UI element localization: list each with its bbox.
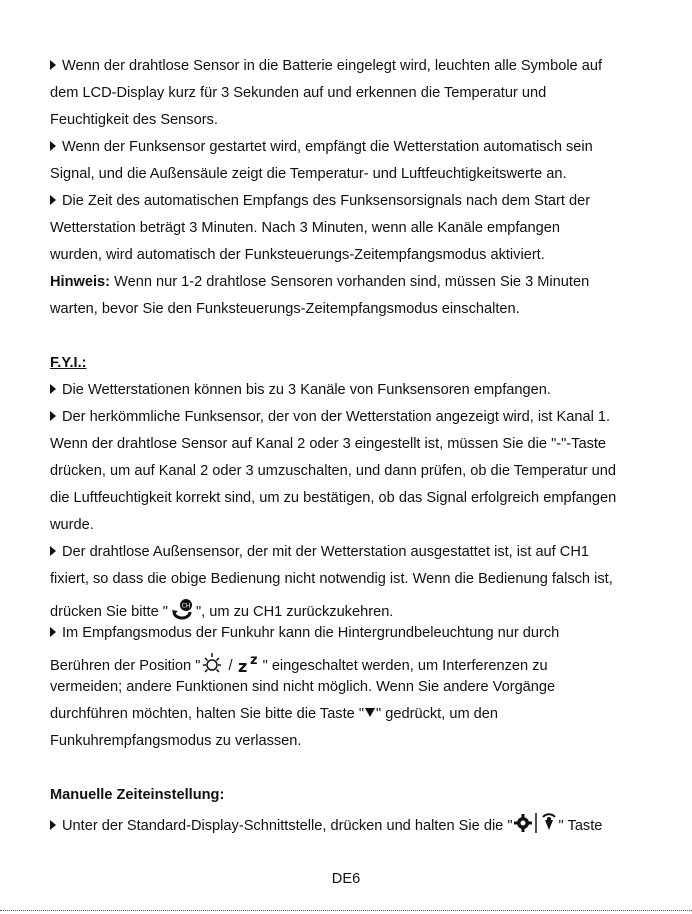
radio-tower-icon bbox=[539, 813, 559, 839]
p2-line-1: Wenn der Funksensor gestartet wird, empfängt die Wetterstation automatisch sein bbox=[50, 137, 593, 157]
note-line-2: warten, bevor Sie den Funksteuerungs-Zeitempfangsmodus einschalten. bbox=[50, 301, 520, 317]
light-icon bbox=[200, 652, 224, 680]
p2-line-2: Signal, und die Außensäule zeigt die Temperatur- und Luftfeuchtigkeitswerte an. bbox=[50, 166, 567, 182]
bullet-icon bbox=[50, 195, 56, 205]
page-number: DE6 bbox=[331, 871, 361, 887]
p1-line-3: Feuchtigkeit des Sensors. bbox=[50, 112, 218, 128]
f1-line-1: Die Wetterstationen können bis zu 3 Kanäle von Funksensoren empfangen. bbox=[50, 380, 551, 400]
down-triangle-icon bbox=[364, 704, 376, 724]
f4-line-3: vermeiden; andere Funktionen sind nicht möglich. Wenn Sie andere Vorgänge bbox=[50, 679, 556, 695]
bullet-icon bbox=[50, 384, 56, 394]
snooze-icon bbox=[237, 652, 263, 680]
page-edge-divider bbox=[0, 910, 692, 911]
svg-text:CH: CH bbox=[181, 602, 191, 610]
svg-text:z: z bbox=[249, 653, 258, 668]
f2-line-4: die Luftfeuchtigkeit korrekt sind, um zu bestätigen, ob das Signal erfolgreich empfangen bbox=[50, 490, 617, 506]
f2-line-5: wurde. bbox=[50, 517, 94, 533]
ch-return-icon bbox=[168, 598, 196, 626]
manual-heading: Manuelle Zeiteinstellung: bbox=[50, 787, 225, 803]
bullet-icon bbox=[50, 411, 56, 421]
f4-line-1: Im Empfangsmodus der Funkuhr kann die Hintergrundbeleuchtung nur durch bbox=[50, 623, 559, 643]
bullet-icon bbox=[50, 546, 56, 556]
f4-line-5: Funkuhrempfangsmodus zu verlassen. bbox=[50, 733, 302, 749]
fyi-heading: F.Y.I.: bbox=[50, 355, 87, 371]
f3-line-2: fixiert, so dass die obige Bedienung nicht notwendig ist. Wenn die Bedienung falsch ist, bbox=[50, 571, 613, 587]
p3-line-2: Wetterstation beträgt 3 Minuten. Nach 3 Minuten, wenn alle Kanäle empfangen bbox=[50, 220, 561, 236]
bullet-icon bbox=[50, 820, 56, 830]
note-line-1: Hinweis: Wenn nur 1-2 drahtlose Sensoren vorhanden sind, müssen Sie 3 Minuten bbox=[50, 274, 590, 290]
f4-line-4: durchführen möchten, halten Sie bitte die Taste " " gedrückt, um den bbox=[50, 704, 498, 724]
f2-line-1: Der herkömmliche Funksensor, der von der Wetterstation angezeigt wird, ist Kanal 1. bbox=[50, 407, 610, 427]
bullet-icon bbox=[50, 141, 56, 151]
settings-icon bbox=[513, 813, 533, 839]
f4-line-2: Berühren der Position " / z z " eingeschaltet werden, um Interferenzen zu bbox=[50, 652, 548, 672]
svg-text:z: z bbox=[237, 657, 247, 674]
bullet-icon bbox=[50, 60, 56, 70]
bullet-icon bbox=[50, 627, 56, 637]
f2-line-3: drücken, um auf Kanal 2 oder 3 umzuschalten, und dann prüfen, ob die Temperatur und bbox=[50, 463, 617, 479]
f3-line-1: Der drahtlose Außensensor, der mit der Wetterstation ausgestattet ist, ist auf CH1 bbox=[50, 542, 589, 562]
p1-line-1: Wenn der drahtlose Sensor in die Batterie eingelegt wird, leuchten alle Symbole auf bbox=[50, 56, 602, 76]
f2-line-2: Wenn der drahtlose Sensor auf Kanal 2 oder 3 eingestellt ist, müssen Sie die "-"-Taste bbox=[50, 436, 607, 452]
f3-line-3: drücken Sie bitte " CH ", um zu CH1 zurückzukehren. bbox=[50, 598, 393, 618]
m1-line-1: Unter der Standard-Display-Schnittstelle, drücken und halten Sie die " " Taste bbox=[50, 812, 602, 832]
p3-line-3: wurden, wird automatisch der Funksteuerungs-Zeitempfangsmodus aktiviert. bbox=[50, 247, 545, 263]
p1-line-2: dem LCD-Display kurz für 3 Sekunden auf und erkennen die Temperatur und bbox=[50, 85, 547, 101]
note-label: Hinweis: bbox=[50, 274, 111, 290]
p3-line-1: Die Zeit des automatischen Empfangs des Funksensorsignals nach dem Start der bbox=[50, 191, 590, 211]
